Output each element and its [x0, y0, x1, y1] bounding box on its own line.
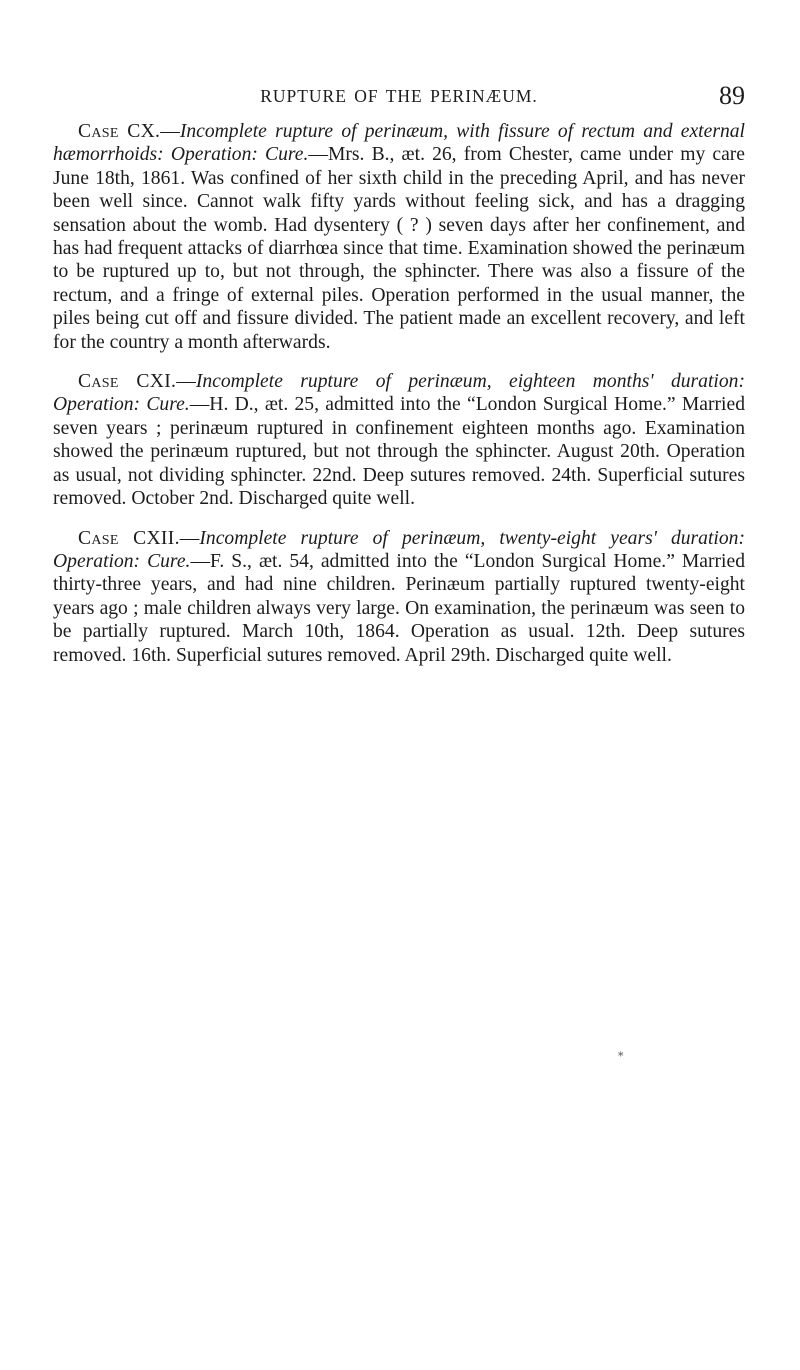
case-paragraph-cxi: [53, 370, 745, 510]
case-paragraph-cx: [53, 120, 745, 354]
case-label: Case CX.: [78, 121, 161, 142]
book-page: [53, 81, 745, 667]
case-title: Incomplete rupture of perinæum, with fissure of rectum and external hæmorrhoids: Operation: Cure.: [53, 121, 745, 166]
case-body: —H. D., æt. 25, admitted into the “London Surgical Home.” Married seven years ; perinæum ruptured in confinement eighteen months ago. Examination showed the perinæum ruptured, but not through the sphincter. August 20th. Operation as usual, not dividing sphincter. 22nd. Deep sutures removed. 24th. Superficial sutures removed. October 2nd. Discharged quite well.: [53, 394, 745, 510]
case-label: Case CXI.: [78, 371, 177, 393]
case-paragraph-cxii: [53, 527, 745, 667]
case-dash: —: [160, 121, 180, 142]
running-title: RUPTURE OF THE PERINÆUM.: [260, 86, 538, 106]
case-dash: —: [176, 371, 196, 393]
case-dash: —: [179, 527, 200, 549]
page-number: 89: [719, 81, 745, 110]
running-head: [53, 81, 745, 112]
case-title: Incomplete rupture of perinæum, twenty-eight years' duration: Operation: Cure.: [53, 527, 745, 572]
case-body: —Mrs. B., æt. 26, from Chester, came under my care June 18th, 1861. Was confined of her sixth child in the preceding April, and has never been well since. Cannot walk fifty yards without feeling sick, and has a dragging sensation about the womb. Had dysentery ( ? ) seven days after her confinement, and has had frequent attacks of diarrhœa since that time. Examination showed the perinæum to be ruptured up to, but not through, the sphincter. There was also a fissure of the rectum, and a fringe of external piles. Operation performed in the usual manner, the piles being cut off and fissure divided. The patient made an excellent recovery, and left for the country a month afterwards.: [53, 144, 745, 353]
case-label: Case CXII.: [78, 527, 180, 549]
paper-speck-mark: ⁎: [618, 1047, 624, 1059]
case-body: —F. S., æt. 54, admitted into the “London Surgical Home.” Married thirty-three years, and had nine children. Perinæum partially ruptured twenty-eight years ago ; male children always very large. On examination, the perinæum was seen to be partially ruptured. March 10th, 1864. Operation as usual. 12th. Deep sutures removed. 16th. Superficial sutures removed. April 29th. Discharged quite well.: [53, 550, 745, 666]
case-title: Incomplete rupture of perinæum, eighteen months' duration: Operation: Cure.: [53, 371, 745, 416]
